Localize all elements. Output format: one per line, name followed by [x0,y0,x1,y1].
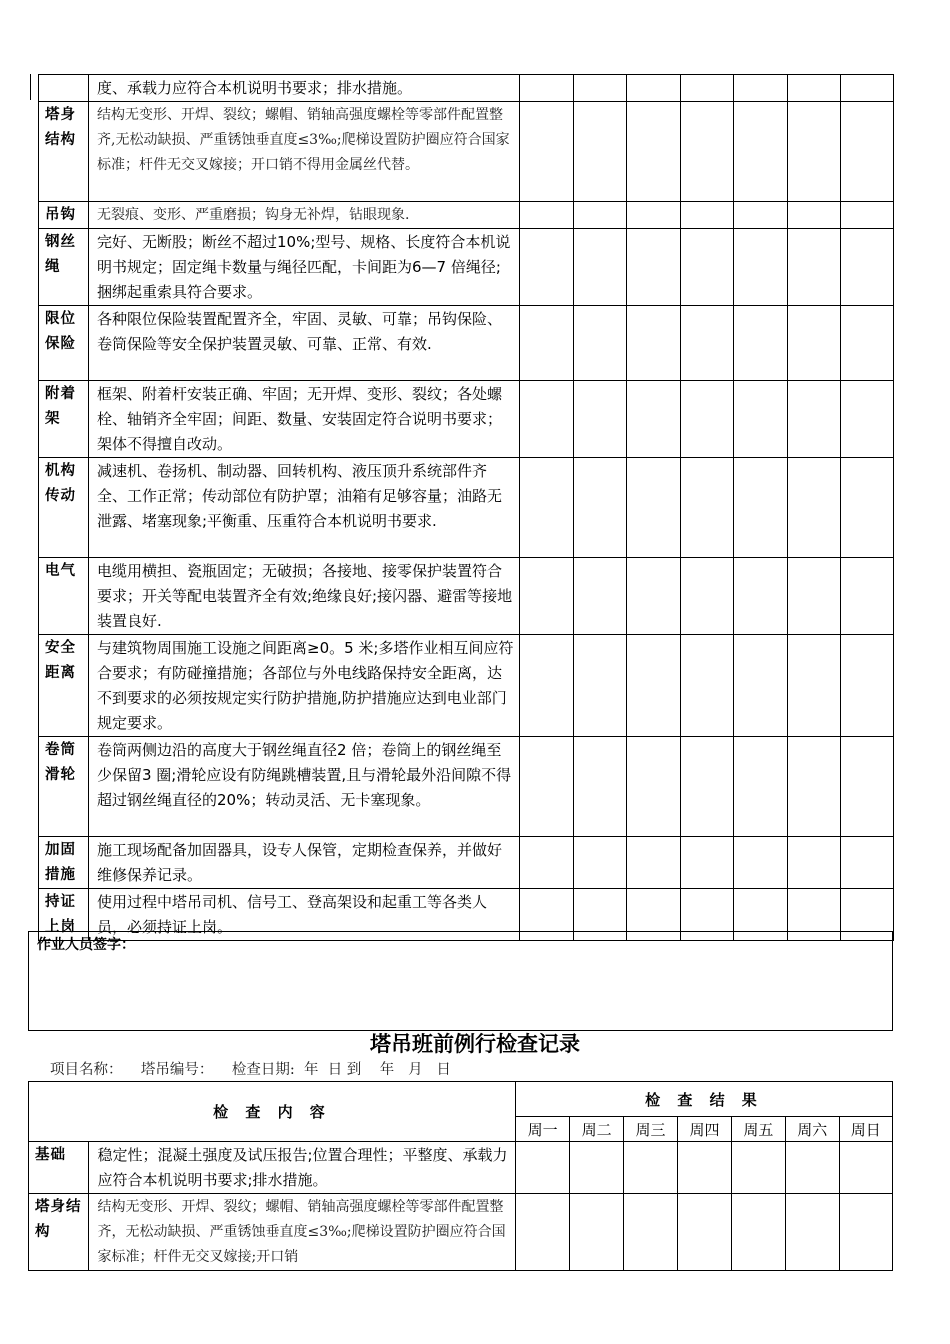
check-result-cell[interactable] [627,635,681,737]
inspection-table-continued [38,74,894,941]
check-result-cell[interactable] [678,1142,731,1194]
item-category: 卷筒滑轮 [39,737,89,837]
check-result-cell[interactable] [520,837,574,889]
check-result-cell[interactable] [841,837,894,889]
signature-area[interactable] [29,932,893,1031]
check-result-cell[interactable] [520,737,574,837]
weekday-header: 周四 [678,1117,731,1142]
item-category: 限位保险 [39,306,89,381]
check-result-cell[interactable] [839,1142,892,1194]
check-result-cell[interactable] [520,458,574,558]
check-result-cell[interactable] [678,1194,731,1271]
table-row [39,202,894,229]
check-result-cell[interactable] [734,458,788,558]
check-result-cell[interactable] [570,1142,623,1194]
check-result-cell[interactable] [681,737,734,837]
form-meta-line: 项目名称： 塔吊编号： 检查日期: 年 日 到 年 月 日 [50,1062,451,1078]
check-result-cell[interactable] [734,306,788,381]
signature-table [28,931,893,1031]
check-result-cell[interactable] [623,1194,677,1271]
item-category: 基础 [29,1142,89,1194]
check-result-cell[interactable] [734,635,788,737]
item-requirement: 减速机、卷扬机、制动器、回转机构、液压顶升系统部件齐全、工作正常；传动部位有防护罩；油箱有足够容量；油路无泄露、堵塞现象;平衡重、压重符合本机说明书要求. [89,458,520,558]
check-result-cell[interactable] [627,202,681,229]
check-result-cell[interactable] [841,229,894,306]
check-result-cell[interactable] [681,306,734,381]
item-category: 塔身结构 [29,1194,89,1271]
check-result-cell[interactable] [841,306,894,381]
header-inspection-result: 检 查 结 果 [515,1082,892,1117]
check-result-cell[interactable] [627,306,681,381]
check-result-cell[interactable] [574,558,627,635]
check-result-cell[interactable] [841,737,894,837]
inspection-table [28,1081,893,1271]
check-result-cell[interactable] [574,381,627,458]
item-category: 钢丝绳 [39,229,89,306]
check-result-cell[interactable] [734,229,788,306]
table-row [39,229,894,306]
check-result-cell[interactable] [627,558,681,635]
check-result-cell[interactable] [627,458,681,558]
check-result-cell[interactable] [520,229,574,306]
inspection-rows-second [29,1142,893,1271]
item-requirement: 卷筒两侧边沿的高度大于钢丝绳直径2 倍；卷筒上的钢丝绳至少保留3 圈;滑轮应设有防绳跳槽装置,且与滑轮最外沿间隙不得超过钢丝绳直径的20%；转动灵活、无卡塞现象。 [89,737,520,837]
check-result-cell[interactable] [788,837,841,889]
check-result-cell[interactable] [788,635,841,737]
check-result-cell[interactable] [627,102,681,202]
check-result-cell[interactable] [574,102,627,202]
item-category: 安全距离 [39,635,89,737]
check-result-cell[interactable] [574,635,627,737]
item-requirement: 完好、无断股；断丝不超过10%;型号、规格、长度符合本机说明书规定；固定绳卡数量与绳径匹配，卡间距为6—7 倍绳径;捆绑起重索具符合要求。 [89,229,520,306]
table-row [39,737,894,837]
check-result-cell[interactable] [574,229,627,306]
item-category: 电气 [39,558,89,635]
table-row [29,1142,893,1194]
check-result-cell[interactable] [788,458,841,558]
check-result-cell[interactable] [786,1142,839,1194]
check-result-cell[interactable] [574,202,627,229]
table-row [39,837,894,889]
item-category: 塔身结构 [39,102,89,202]
check-result-cell[interactable] [731,1194,785,1271]
check-result-cell[interactable] [520,202,574,229]
table-row [39,635,894,737]
check-result-cell[interactable] [841,381,894,458]
item-category: 持证上岗 [39,889,89,941]
inspection-rows [39,75,894,941]
check-result-cell[interactable] [681,381,734,458]
item-requirement: 稳定性；混凝土强度及试压报告;位置合理性；平整度、承载力应符合本机说明书要求;排水措施。 [89,1142,515,1194]
check-result-cell[interactable] [627,737,681,837]
item-requirement: 与建筑物周围施工设施之间距离≥0。5 米;多塔作业相互间应符合要求；有防碰撞措施；各部位与外电线路保持安全距离，达不到要求的必须按规定实行防护措施,防护措施应达到电业部门规定要求。 [89,635,520,737]
check-result-cell[interactable] [681,635,734,737]
check-result-cell[interactable] [681,229,734,306]
check-result-cell[interactable] [841,202,894,229]
table-row [39,75,894,102]
check-result-cell[interactable] [731,1142,785,1194]
item-requirement: 使用过程中塔吊司机、信号工、登高架设和起重工等各类人员，必须持证上岗。 [89,889,520,941]
check-result-cell[interactable] [681,837,734,889]
weekday-header: 周一 [515,1117,569,1142]
check-result-cell[interactable] [520,306,574,381]
check-result-cell[interactable] [734,75,788,102]
check-result-cell[interactable] [734,558,788,635]
check-result-cell[interactable] [788,75,841,102]
form-title: 塔吊班前例行检查记录 [370,1032,580,1056]
check-result-cell[interactable] [734,381,788,458]
check-result-cell[interactable] [627,381,681,458]
check-result-cell[interactable] [627,837,681,889]
table-row [29,1194,893,1271]
weekday-header: 周五 [731,1117,785,1142]
check-result-cell[interactable] [788,558,841,635]
check-result-cell[interactable] [734,837,788,889]
check-result-cell[interactable] [574,458,627,558]
check-result-cell[interactable] [574,737,627,837]
check-result-cell[interactable] [788,306,841,381]
item-requirement: 无裂痕、变形、严重磨损；钩身无补焊，钻眼现象. [89,202,520,229]
check-result-cell[interactable] [734,202,788,229]
item-requirement: 施工现场配备加固器具，设专人保管，定期检查保养，并做好维修保养记录。 [89,837,520,889]
check-result-cell[interactable] [681,102,734,202]
check-result-cell[interactable] [839,1194,892,1271]
check-result-cell[interactable] [570,1194,623,1271]
check-result-cell[interactable] [734,737,788,837]
check-result-cell[interactable] [574,837,627,889]
check-result-cell[interactable] [788,737,841,837]
item-requirement: 结构无变形、开焊、裂纹；螺帽、销轴高强度螺栓等零部件配置整齐，无松动缺损、严重锈蚀垂直度≤3‰;爬梯设置防护圈应符合国家标准；杆件无交叉嫁接;开口销 [89,1194,515,1271]
check-result-cell[interactable] [627,75,681,102]
item-category: 附着架 [39,381,89,458]
table-row [39,558,894,635]
check-result-cell[interactable] [574,306,627,381]
header-inspection-content: 检 查 内 容 [29,1082,516,1142]
check-result-cell[interactable] [520,635,574,737]
item-requirement: 度、承载力应符合本机说明书要求；排水措施。 [89,75,520,102]
signature-label: 作业人员签字： [37,937,135,953]
check-result-cell[interactable] [788,229,841,306]
check-result-cell[interactable] [841,558,894,635]
weekday-header: 周日 [839,1117,892,1142]
check-result-cell[interactable] [788,381,841,458]
weekday-header: 周二 [570,1117,623,1142]
table-row [39,102,894,202]
check-result-cell[interactable] [681,558,734,635]
page-edge-mark-top [30,74,31,100]
check-result-cell[interactable] [520,102,574,202]
check-result-cell[interactable] [574,75,627,102]
item-requirement: 电缆用横担、瓷瓶固定；无破损；各接地、接零保护装置符合要求；开关等配电装置齐全有效;绝缘良好;接闪器、避雷等接地装置良好. [89,558,520,635]
check-result-cell[interactable] [841,458,894,558]
item-requirement: 框架、附着杆安装正确、牢固；无开焊、变形、裂纹；各处螺栓、轴销齐全牢固；间距、数量、安装固定符合说明书要求；架体不得擅自改动。 [89,381,520,458]
weekday-header: 周六 [786,1117,839,1142]
table-row [39,306,894,381]
table-row [39,381,894,458]
item-requirement: 各种限位保险装置配置齐全，牢固、灵敏、可靠；吊钩保险、卷筒保险等安全保护装置灵敏、可靠、正常、有效. [89,306,520,381]
check-result-cell[interactable] [788,202,841,229]
item-category: 机构传动 [39,458,89,558]
check-result-cell[interactable] [520,381,574,458]
item-category [39,75,89,102]
check-result-cell[interactable] [681,458,734,558]
item-category: 加固措施 [39,837,89,889]
item-requirement: 结构无变形、开焊、裂纹；螺帽、销轴高强度螺栓等零部件配置整齐,无松动缺损、严重锈蚀垂直度≤3‰;爬梯设置防护圈应符合国家标准；杆件无交叉嫁接；开口销不得用金属丝代替。 [89,102,520,202]
check-result-cell[interactable] [515,1194,569,1271]
table-row [39,458,894,558]
check-result-cell[interactable] [788,102,841,202]
check-result-cell[interactable] [841,635,894,737]
check-result-cell[interactable] [520,558,574,635]
check-result-cell[interactable] [520,75,574,102]
check-result-cell[interactable] [627,229,681,306]
check-result-cell[interactable] [681,202,734,229]
check-result-cell[interactable] [681,75,734,102]
check-result-cell[interactable] [786,1194,839,1271]
check-result-cell[interactable] [841,102,894,202]
check-result-cell[interactable] [515,1142,569,1194]
check-result-cell[interactable] [734,102,788,202]
check-result-cell[interactable] [623,1142,677,1194]
item-category: 吊钩 [39,202,89,229]
weekday-header: 周三 [623,1117,677,1142]
check-result-cell[interactable] [841,75,894,102]
